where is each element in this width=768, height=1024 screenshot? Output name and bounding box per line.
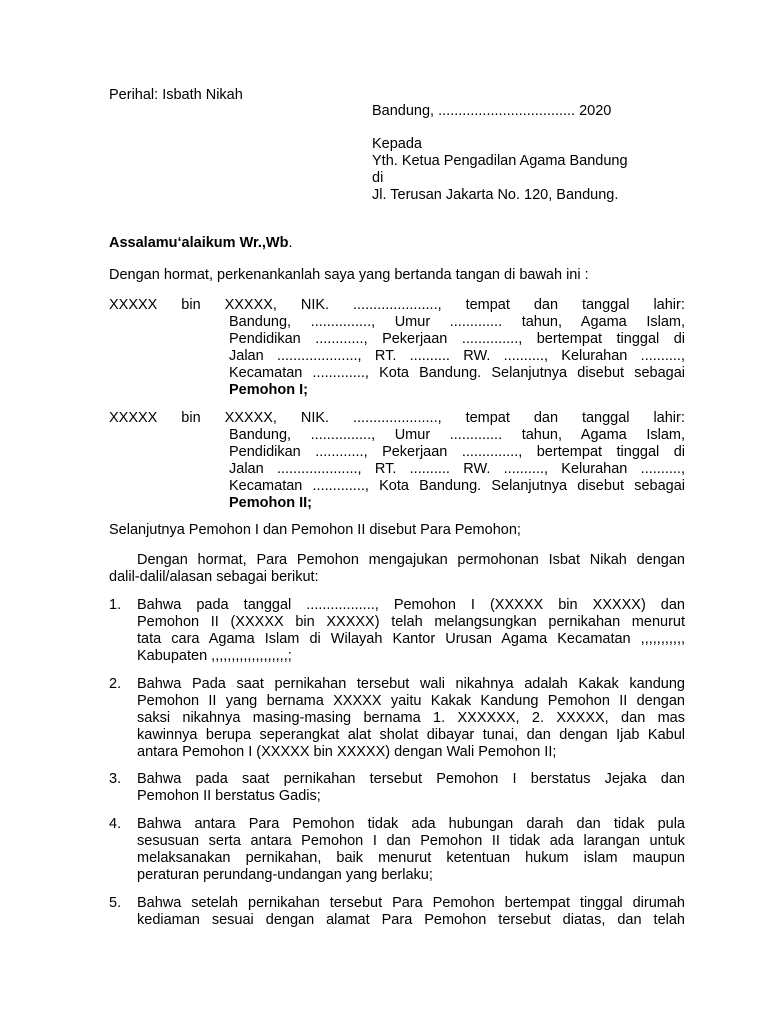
- word: NIK.: [300, 297, 330, 313]
- item-4-text: [137, 816, 685, 884]
- greeting: [109, 235, 292, 252]
- subject-line: Perihal: Isbath Nikah: [109, 87, 243, 103]
- recipient-line: di: [372, 170, 384, 186]
- word: dan: [533, 410, 559, 426]
- party-2-details: [229, 427, 685, 512]
- party-2-first-line: [109, 410, 685, 427]
- item-line: Pemohon II yang bernama XXXXX yaitu Kakak Kandung Pemohon II dengan: [137, 693, 685, 709]
- party-title: Pemohon I;: [229, 382, 308, 398]
- item-number: 4.: [109, 816, 122, 832]
- word: lahir:: [653, 297, 685, 313]
- word: .....................,: [353, 410, 442, 426]
- petition-paragraph: [109, 552, 685, 586]
- party-line: Jalan ...................., RT. .......... RW. .........., Kelurahan ..........,: [229, 461, 685, 477]
- party-line: Kecamatan ............., Kota Bandung. Selanjutnya disebut sebagai: [229, 365, 685, 381]
- item-line: melaksanakan pernikahan, baik menurut ketentuan hukum islam maupun: [137, 850, 685, 866]
- item-line: Bahwa pada tanggal ................., Pemohon I (XXXXX bin XXXXX) dan: [137, 597, 685, 613]
- word: tanggal: [581, 410, 630, 426]
- date-line: Bandung, .................................. 2020: [372, 103, 612, 119]
- item-1-text: [137, 597, 685, 665]
- item-line: antara Pemohon I (XXXXX bin XXXXX) dengan Wali Pemohon II;: [137, 744, 557, 760]
- item-line: kediaman sesuai dengan alamat Para Pemohon tersebut diatas, dan telah: [137, 912, 685, 928]
- item-2-text: [137, 676, 685, 761]
- item-5-text: [137, 895, 685, 929]
- item-number: 2.: [109, 676, 122, 692]
- item-line: Bahwa antara Para Pemohon tidak ada hubungan darah dan tidak pula: [137, 816, 685, 832]
- item-line: Bahwa setelah pernikahan tersebut Para Pemohon bertempat tinggal dirumah: [137, 895, 685, 911]
- word: bin: [181, 410, 201, 426]
- item-number: 1.: [109, 597, 122, 613]
- word: XXXXX,: [224, 410, 277, 426]
- greeting-text: Assalamu‘alaikum Wr.,Wb: [109, 235, 289, 251]
- party-line: Pendidikan ............, Pekerjaan .............., bertempat tinggal di: [229, 331, 685, 347]
- item-line: Pemohon II (XXXXX bin XXXXX) telah melangsungkan pernikahan menurut: [137, 614, 685, 630]
- party-line: Kecamatan ............., Kota Bandung. Selanjutnya disebut sebagai: [229, 478, 685, 494]
- item-line: tata cara Agama Islam di Wilayah Kantor Urusan Agama Kecamatan ,,,,,,,,,,,: [137, 631, 685, 647]
- item-line: sesusuan serta antara Pemohon I dan Pemohon II tidak ada larangan untuk: [137, 833, 685, 849]
- party-title: Pemohon II;: [229, 495, 312, 511]
- petition-line: Dengan hormat, Para Pemohon mengajukan permohonan Isbat Nikah dengan: [137, 552, 685, 568]
- item-line: saksi nikahnya masing-masing bernama 1. XXXXXX, 2. XXXXX, dan mas: [137, 710, 685, 726]
- party-line: Jalan ...................., RT. .......... RW. .........., Kelurahan ..........,: [229, 348, 685, 364]
- word: bin: [181, 297, 201, 313]
- item-number: 5.: [109, 895, 122, 911]
- item-line: Bahwa pada saat pernikahan tersebut Pemohon I berstatus Jejaka dan: [137, 771, 685, 787]
- party-line: Pendidikan ............, Pekerjaan .............., bertempat tinggal di: [229, 444, 685, 460]
- recipient-line: Kepada: [372, 136, 422, 152]
- item-line: kawinnya berupa seperangkat alat sholat dibayar tunai, dan dengan Ijab Kabul: [137, 727, 685, 743]
- word: tanggal: [581, 297, 630, 313]
- recipient-line: Yth. Ketua Pengadilan Agama Bandung: [372, 153, 628, 169]
- item-line: Bahwa Pada saat pernikahan tersebut wali nikahnya adalah Kakak kandung: [137, 676, 685, 692]
- word: NIK.: [300, 410, 330, 426]
- petition-line: dalil-dalil/alasan sebagai berikut:: [109, 569, 319, 585]
- item-line: Pemohon II berstatus Gadis;: [137, 788, 321, 804]
- word: XXXXX: [109, 297, 158, 313]
- word: XXXXX: [109, 410, 158, 426]
- recipient-line: Jl. Terusan Jakarta No. 120, Bandung.: [372, 187, 619, 203]
- item-number: 3.: [109, 771, 122, 787]
- word: lahir:: [653, 410, 685, 426]
- item-line: peraturan perundang-undangan yang berlaku;: [137, 867, 433, 883]
- item-3-text: [137, 771, 685, 805]
- word: .....................,: [353, 297, 442, 313]
- word: tempat: [465, 410, 510, 426]
- recipient-block: [372, 136, 628, 204]
- intro-line: Dengan hormat, perkenankanlah saya yang bertanda tangan di bawah ini :: [109, 267, 589, 283]
- party-line: Bandung, ..............., Umur ............. tahun, Agama Islam,: [229, 427, 685, 443]
- party-1-first-line: [109, 297, 685, 314]
- summary-line: Selanjutnya Pemohon I dan Pemohon II disebut Para Pemohon;: [109, 522, 521, 538]
- item-line: Kabupaten ,,,,,,,,,,,,,,,,,,,;: [137, 648, 292, 664]
- party-1-details: [229, 314, 685, 399]
- word: dan: [533, 297, 559, 313]
- word: XXXXX,: [224, 297, 277, 313]
- word: tempat: [465, 297, 510, 313]
- party-line: Bandung, ..............., Umur ............. tahun, Agama Islam,: [229, 314, 685, 330]
- greeting-dot: .: [288, 235, 293, 251]
